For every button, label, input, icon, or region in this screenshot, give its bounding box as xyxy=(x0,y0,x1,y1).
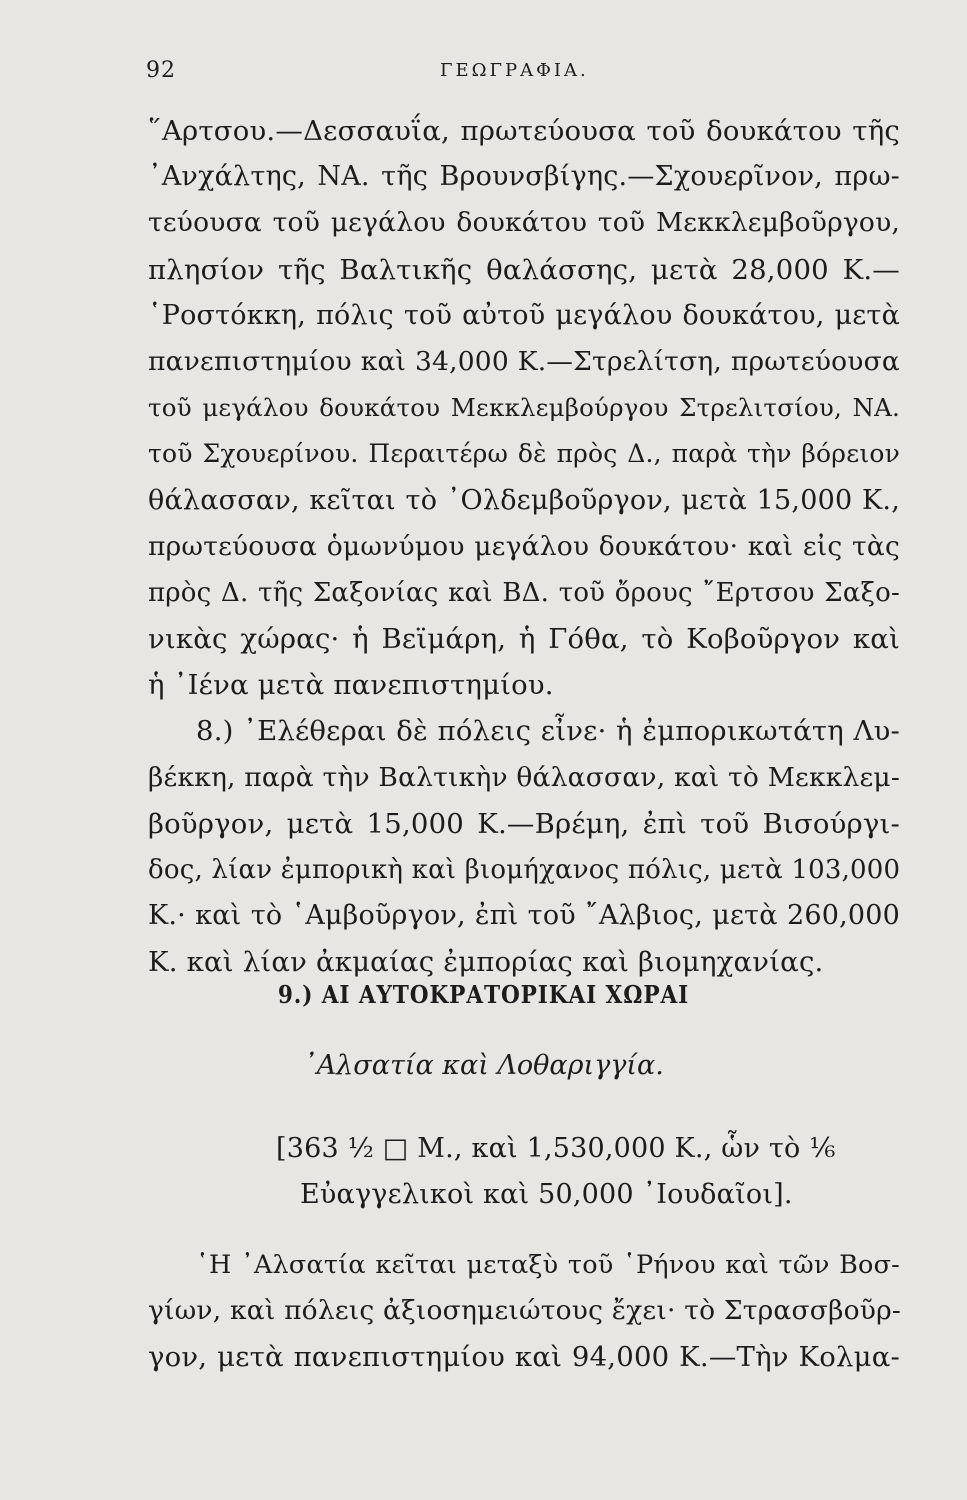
section-subheading: ᾿Αλσατία καὶ Λοθαριγγία. xyxy=(303,1050,664,1081)
text-line: νικὰς χώρας· ἡ Βεϊμάρη, ἡ Γόθα, τὸ Κοβοῦργον καὶ xyxy=(148,623,900,656)
text-line: θάλασσαν, κεῖται τὸ ᾿Ολδεμβοῦργον, μετὰ 15,000 Κ., xyxy=(148,484,900,516)
text-line: πρωτεύουσα ὁμωνύμου μεγάλου δουκάτου· καὶ εἰς τὰς xyxy=(148,530,900,562)
text-line: δος, λίαν ἐμπορικὴ καὶ βιομήχανος πόλις, μετὰ 103,000 xyxy=(148,855,901,885)
page-number: 92 xyxy=(146,58,176,83)
text-line: ἡ ᾿Ιένα μετὰ πανεπιστημίου. xyxy=(148,669,554,702)
text-line: γίων, καὶ πόλεις ἀξιοσημειώτους ἔχει· τὸ Στρασσβοῦρ- xyxy=(148,1295,902,1327)
text-line: ῾Ροστόκκη, πόλις τοῦ αὐτοῦ μεγάλου δουκάτου, μετὰ xyxy=(148,299,900,331)
paragraph-3 xyxy=(148,1242,900,1381)
text-line: ᾿Ανχάλτης, ΝΑ. τῆς Βρουνσβίγης.—Σχουερῖνον, πρω- xyxy=(148,161,900,193)
text-line: γον, μετὰ πανεπιστημίου καὶ 94,000 Κ.—Τὴν Κολμα- xyxy=(148,1341,900,1374)
text-line: Κ.· καὶ τὸ ῾Αμβοῦργον, ἐπὶ τοῦ ῎Αλβιος, μετὰ 260,000 xyxy=(148,900,900,932)
text-line: βοῦργον, μετὰ 15,000 Κ.—Βρέμη, ἐπὶ τοῦ Βισούργι- xyxy=(148,807,900,840)
main-text xyxy=(148,108,900,986)
text-line: πλησίον τῆς Βαλτικῆς θαλάσσης, μετὰ 28,000 Κ.— xyxy=(148,253,900,286)
text-line: τοῦ Σχουερίνου. Περαιτέρω δὲ πρὸς Δ., παρὰ τὴν βόρειον xyxy=(148,439,900,469)
paragraph-2 xyxy=(148,708,900,985)
page-header xyxy=(140,58,900,88)
text-line: πρὸς Δ. τῆς Σαξονίας καὶ ΒΔ. τοῦ ὄρους ῎Ερτσου Σαξο- xyxy=(148,577,900,608)
text-line: 8.) ᾿Ελέθεραι δὲ πόλεις εἶνε· ἡ ἐμπορικωτάτη Λυ- xyxy=(196,715,900,748)
text-line: βέκκη, παρὰ τὴν Βαλτικὴν θάλασσαν, καὶ τὸ Μεκκλεμ- xyxy=(148,761,900,793)
text-line: τεύουσα τοῦ μεγάλου δουκάτου τοῦ Μεκκλεμβοῦργου, xyxy=(148,207,900,239)
text-line: Εὐαγγελικοὶ καὶ 50,000 ᾿Ιουδαῖοι]. xyxy=(300,1179,793,1210)
text-line: Κ. καὶ λίαν ἀκμαίας ἐμπορίας καὶ βιομηχανίας. xyxy=(148,946,824,979)
text-line: [363 ½ □ Μ., καὶ 1,530,000 Κ., ὧν τὸ ⅙ xyxy=(276,1133,836,1164)
paragraph-1 xyxy=(148,108,900,708)
section-heading: 9.) ΑΙ ΑΥΤΟΚΡΑΤΟΡΙΚΑΙ ΧΩΡΑΙ xyxy=(277,980,690,1009)
text-line: ῞Αρτσου.—Δεσσαυΐα, πρωτεύουσα τοῦ δουκάτου τῆς xyxy=(148,115,900,147)
text-line: ῾Η ᾿Αλσατία κεῖται μεταξὺ τοῦ ῾Ρήνου καὶ τῶν Βοσ- xyxy=(196,1250,900,1280)
statistics-note xyxy=(276,1126,936,1218)
text-line: τοῦ μεγάλου δουκάτου Μεκκλεμβούργου Στρελιτσίου, ΝΑ. xyxy=(148,393,900,423)
text-line: πανεπιστημίου καὶ 34,000 Κ.—Στρελίτση, πρωτεύουσα xyxy=(148,345,900,377)
running-title: ΓΕΩΓΡΑΦΙΑ. xyxy=(440,60,589,81)
